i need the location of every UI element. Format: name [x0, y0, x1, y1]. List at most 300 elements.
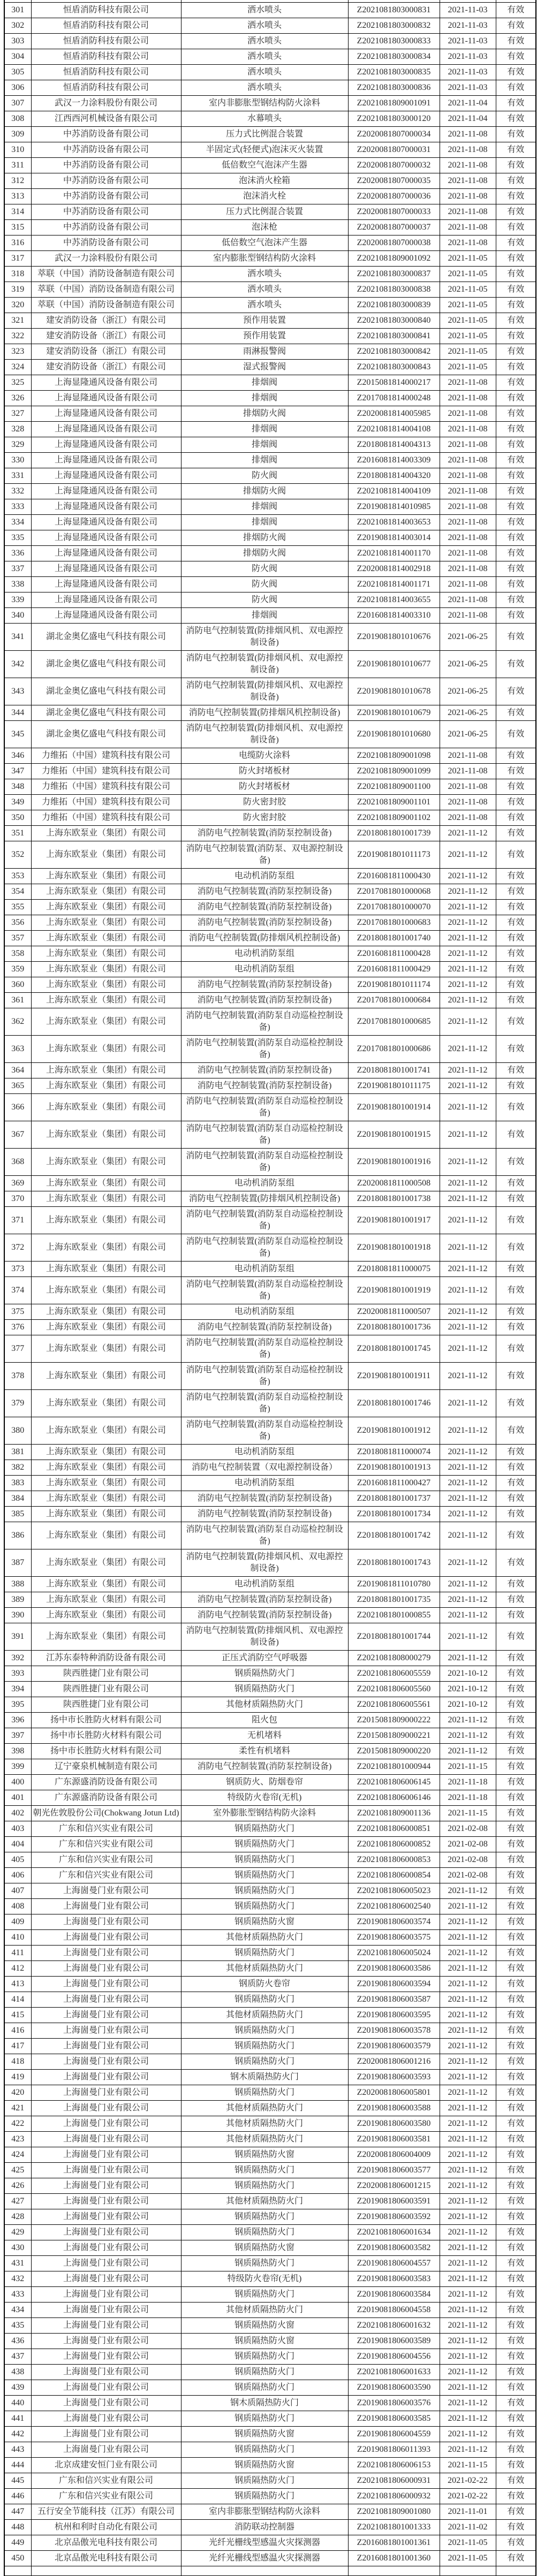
status-cell: 有效: [496, 158, 536, 173]
product-cell: 消防电气控制装置(防排烟风机控制设备): [181, 931, 348, 946]
status-cell: 有效: [496, 1992, 536, 2008]
company-cell: 上海崮曼门业有限公司: [31, 2209, 181, 2225]
product-cell: 消防电气控制装置(消防泵自动巡检控制设备): [181, 1121, 348, 1149]
issue-date-cell: 2021-11-12: [440, 2287, 496, 2303]
issue-date-cell: 2021-06-25: [440, 705, 496, 721]
cert-no-cell: Z2021081803000832: [348, 18, 440, 34]
cert-no-cell: Z2021081801001333: [348, 2520, 440, 2535]
company-cell: 上海东欧泵业（集团）有限公司: [31, 1262, 181, 1277]
status-cell: 有效: [496, 2535, 536, 2551]
company-cell: 上海崮曼门业有限公司: [31, 2070, 181, 2085]
table-row: [4, 375, 536, 391]
issue-date-cell: 2021-11-08: [440, 468, 496, 484]
issue-date-cell: 2021-11-05: [440, 313, 496, 329]
table-row: [4, 437, 536, 453]
product-cell: 钢质隔热防火门: [181, 1852, 348, 1868]
issue-date-cell: 2021-11-12: [440, 2303, 496, 2318]
issue-date-cell: 2021-11-12: [440, 2070, 496, 2085]
row-number-cell: 334: [4, 515, 31, 530]
row-number-cell: 346: [4, 748, 31, 764]
cert-no-cell: Z2018081801001739: [348, 826, 440, 841]
table-body: [4, 3, 536, 2566]
status-cell: 有效: [496, 1608, 536, 1623]
row-number-cell: 343: [4, 678, 31, 705]
company-cell: 建安消防设备（浙江）有限公司: [31, 329, 181, 344]
table-row: [4, 1491, 536, 1507]
status-cell: 有效: [496, 391, 536, 406]
cert-no-cell: Z2021081806006153: [348, 2458, 440, 2473]
table-row: [4, 2349, 536, 2365]
product-cell: 电动机消防泵组: [181, 946, 348, 962]
issue-date-cell: 2021-11-12: [440, 1977, 496, 1992]
status-cell: 有效: [496, 1549, 536, 1577]
issue-date-cell: 2021-11-12: [440, 2396, 496, 2411]
company-cell: 上海东欧泵业（集团）有限公司: [31, 1390, 181, 1417]
company-cell: 武汉一力涂料股份有限公司: [31, 251, 181, 267]
cert-no-cell: Z2021081809001098: [348, 748, 440, 764]
row-number-cell: 308: [4, 111, 31, 127]
cert-no-cell: Z2018081801001744: [348, 1623, 440, 1651]
cert-no-cell: Z2021081803000836: [348, 80, 440, 96]
product-cell: 消防电气控制装置(防排烟风机控制设备): [181, 705, 348, 721]
table-row: [4, 764, 536, 779]
row-number-cell: 342: [4, 651, 31, 678]
issue-date-cell: 2021-06-25: [440, 651, 496, 678]
issue-date-cell: 2021-11-05: [440, 360, 496, 375]
product-cell: 电动机消防泵组: [181, 1445, 348, 1460]
company-cell: 上海东欧泵业（集团）有限公司: [31, 1320, 181, 1335]
status-cell: 有效: [496, 1728, 536, 1744]
row-number-cell: 324: [4, 360, 31, 375]
table-row: [4, 204, 536, 220]
table-row: [4, 360, 536, 375]
issue-date-cell: 2021-11-12: [440, 869, 496, 884]
status-cell: 有效: [496, 2334, 536, 2349]
cert-no-cell: Z2021081806002540: [348, 1899, 440, 1914]
table-row: [4, 678, 536, 705]
company-cell: 上海崮曼门业有限公司: [31, 2039, 181, 2054]
table-row: [4, 2287, 536, 2303]
product-cell: 防火密封胶: [181, 810, 348, 826]
company-cell: 中苏消防设备有限公司: [31, 173, 181, 189]
company-cell: 上海崮曼门业有限公司: [31, 2318, 181, 2334]
table-row: [4, 624, 536, 651]
issue-date-cell: 2021-11-08: [440, 546, 496, 561]
status-cell: 有效: [496, 344, 536, 360]
cert-no-cell: Z2015081809000221: [348, 1728, 440, 1744]
table-row: [4, 795, 536, 810]
table-row: [4, 1476, 536, 1491]
product-cell: 消防电气控制装置(消防泵控制设备): [181, 1507, 348, 1522]
product-cell: 钢质隔热防火窗: [181, 1914, 348, 1930]
company-cell: 上海东欧泵业（集团）有限公司: [31, 1460, 181, 1476]
cert-no-cell: Z2020081806001216: [348, 2054, 440, 2070]
table-row: [4, 1036, 536, 1063]
issue-date-cell: 2021-11-12: [440, 2008, 496, 2023]
company-cell: 上海崮曼门业有限公司: [31, 2287, 181, 2303]
row-number-cell: 421: [4, 2101, 31, 2116]
table-row: [4, 2551, 536, 2566]
status-cell: 有效: [496, 577, 536, 592]
status-cell: 有效: [496, 1507, 536, 1522]
status-cell: 有效: [496, 993, 536, 1008]
row-number-cell: 327: [4, 406, 31, 422]
status-cell: 有效: [496, 1713, 536, 1728]
product-cell: 电动机消防泵组: [181, 1476, 348, 1491]
product-cell: 排烟阀: [181, 453, 348, 468]
row-number-cell: 369: [4, 1176, 31, 1191]
issue-date-cell: 2021-11-12: [440, 2365, 496, 2380]
status-cell: 有效: [496, 173, 536, 189]
issue-date-cell: 2021-11-12: [440, 993, 496, 1008]
company-cell: 上海东欧泵业（集团）有限公司: [31, 931, 181, 946]
company-cell: 上海崮曼门业有限公司: [31, 2380, 181, 2396]
table-row: [4, 282, 536, 298]
row-number-cell: 417: [4, 2039, 31, 2054]
cert-no-cell: Z2018081801001742: [348, 1522, 440, 1549]
status-cell: 有效: [496, 1821, 536, 1837]
status-cell: 有效: [496, 721, 536, 748]
product-cell: 排烟阀: [181, 391, 348, 406]
table-row: [4, 841, 536, 869]
product-cell: 消防电气控制装置(防排烟风机、双电源控制设备): [181, 651, 348, 678]
product-cell: 预作用装置: [181, 329, 348, 344]
table-row: [4, 2520, 536, 2535]
row-number-cell: 380: [4, 1417, 31, 1445]
status-cell: 有效: [496, 2365, 536, 2380]
row-number-cell: 302: [4, 18, 31, 34]
row-number-cell: 373: [4, 1262, 31, 1277]
status-cell: 有效: [496, 1899, 536, 1914]
company-cell: 上海东欧泵业（集团）有限公司: [31, 946, 181, 962]
table-row: [4, 1744, 536, 1759]
company-cell: 上海崮曼门业有限公司: [31, 2101, 181, 2116]
product-cell: 无机堵料: [181, 1728, 348, 1744]
company-cell: 上海东欧泵业（集团）有限公司: [31, 1176, 181, 1191]
company-cell: 恒盾消防科技有限公司: [31, 49, 181, 65]
row-number-cell: 365: [4, 1078, 31, 1094]
company-cell: 上海崮曼门业有限公司: [31, 2411, 181, 2427]
row-number-cell: 336: [4, 546, 31, 561]
table-row: [4, 1961, 536, 1977]
issue-date-cell: 2021-11-08: [440, 795, 496, 810]
issue-date-cell: 2021-11-12: [440, 1914, 496, 1930]
row-number-cell: 332: [4, 484, 31, 499]
issue-date-cell: 2021-11-05: [440, 251, 496, 267]
company-cell: 恒盾消防科技有限公司: [31, 18, 181, 34]
product-cell: 钢质隔热防火门: [181, 1868, 348, 1883]
issue-date-cell: 2021-11-12: [440, 1008, 496, 1036]
cert-no-cell: Z2021081806006146: [348, 1790, 440, 1806]
issue-date-cell: 2021-11-12: [440, 1744, 496, 1759]
status-cell: 有效: [496, 1868, 536, 1883]
company-cell: 上海东欧泵业（集团）有限公司: [31, 915, 181, 931]
cert-no-cell: Z2021081806000854: [348, 1868, 440, 1883]
cert-no-cell: Z2019081801011173: [348, 841, 440, 869]
company-cell: 北京成建安恒门业有限公司: [31, 2458, 181, 2473]
company-cell: 上海崮曼门业有限公司: [31, 2132, 181, 2147]
table-row: [4, 2054, 536, 2070]
company-cell: 上海东欧泵业（集团）有限公司: [31, 1491, 181, 1507]
cert-no-cell: Z2020081806005801: [348, 2085, 440, 2101]
table-row: [4, 2147, 536, 2163]
table-row: [4, 1417, 536, 1445]
row-number-cell: 355: [4, 900, 31, 915]
company-cell: 上海崮曼门业有限公司: [31, 2054, 181, 2070]
product-cell: 消防电气控制装置(防排烟风机、双电源控制设备): [181, 678, 348, 705]
company-cell: 广东和信兴实业有限公司: [31, 1837, 181, 1852]
cert-no-cell: Z2019081801010678: [348, 678, 440, 705]
product-cell: 防火阀: [181, 561, 348, 577]
cert-no-cell: Z2020081807000034: [348, 127, 440, 142]
issue-date-cell: 2021-06-25: [440, 678, 496, 705]
company-cell: 湖北金奥亿盛电气科技有限公司: [31, 624, 181, 651]
status-cell: 有效: [496, 1445, 536, 1460]
table-row: [4, 1304, 536, 1320]
issue-date-cell: 2021-11-12: [440, 2442, 496, 2458]
cert-no-cell: Z2019081801010677: [348, 651, 440, 678]
status-cell: 有效: [496, 1460, 536, 1476]
status-cell: 有效: [496, 18, 536, 34]
issue-date-cell: 2021-11-05: [440, 2551, 496, 2566]
partial-row-bottom-group: [4, 2566, 536, 2576]
company-cell: 上海显隆通风设备有限公司: [31, 577, 181, 592]
table-row: [4, 484, 536, 499]
row-number-cell: 395: [4, 1697, 31, 1713]
company-cell: 上海崮曼门业有限公司: [31, 1930, 181, 1946]
company-cell: 扬中市长胜防火材料有限公司: [31, 1713, 181, 1728]
status-cell: 有效: [496, 1078, 536, 1094]
row-number-cell: 328: [4, 422, 31, 437]
issue-date-cell: 2021-11-12: [440, 841, 496, 869]
issue-date-cell: 2021-11-12: [440, 1713, 496, 1728]
status-cell: 有效: [496, 2178, 536, 2194]
cert-no-cell: Z2019081806003577: [348, 2163, 440, 2178]
table-row: [4, 1445, 536, 1460]
company-cell: 上海东欧泵业（集团）有限公司: [31, 1207, 181, 1234]
cert-no-cell: Z2017081801000070: [348, 900, 440, 915]
status-cell: 有效: [496, 1883, 536, 1899]
table-row: [4, 1651, 536, 1666]
status-cell: 有效: [496, 1522, 536, 1549]
cert-no-cell: Z2016081814003309: [348, 453, 440, 468]
table-row: [4, 3, 536, 18]
issue-date-cell: 2021-11-08: [440, 561, 496, 577]
issue-date-cell: 2021-11-12: [440, 1491, 496, 1507]
row-number-cell: 340: [4, 608, 31, 624]
table-row: [4, 1914, 536, 1930]
product-cell: 消防电气控制装置(防排烟风机、双电源控制设备): [181, 721, 348, 748]
issue-date-cell: 2021-11-12: [440, 1608, 496, 1623]
cert-no-cell: Z2019081806003584: [348, 2287, 440, 2303]
product-cell: 消防电气控制装置(消防泵自动巡检控制设备): [181, 1094, 348, 1121]
cert-no-cell: Z2018081811000074: [348, 1445, 440, 1460]
issue-date-cell: 2021-11-12: [440, 1036, 496, 1063]
status-cell: 有效: [496, 1852, 536, 1868]
company-cell: 上海崮曼门业有限公司: [31, 1883, 181, 1899]
row-number-cell: 408: [4, 1899, 31, 1914]
product-cell: 排烟阀: [181, 422, 348, 437]
row-number-cell: 366: [4, 1094, 31, 1121]
product-cell: 钢质隔热防火门: [181, 2163, 348, 2178]
row-number-cell: 367: [4, 1121, 31, 1149]
cert-no-cell: Z2021081806005559: [348, 1666, 440, 1682]
table-row: [4, 34, 536, 49]
issue-date-cell: 2021-11-12: [440, 826, 496, 841]
issue-date-cell: 2021-11-12: [440, 1094, 496, 1121]
row-number-cell: 400: [4, 1775, 31, 1790]
product-cell: 消防电气控制装置(消防泵控制设备): [181, 1063, 348, 1078]
status-cell: 有效: [496, 1207, 536, 1234]
status-cell: 有效: [496, 2116, 536, 2132]
row-number-cell: 385: [4, 1507, 31, 1522]
cert-no-cell: Z2018081811000075: [348, 1262, 440, 1277]
issue-date-cell: [440, 2566, 496, 2576]
product-cell: 排烟防火阀: [181, 530, 348, 546]
status-cell: 有效: [496, 779, 536, 795]
issue-date-cell: 2021-11-12: [440, 2380, 496, 2396]
issue-date-cell: 2021-11-08: [440, 375, 496, 391]
company-cell: 上海东欧泵业（集团）有限公司: [31, 1036, 181, 1063]
company-cell: 江西西河机械设备有限公司: [31, 111, 181, 127]
issue-date-cell: 2021-11-12: [440, 1651, 496, 1666]
product-cell: 防火封堵板材: [181, 779, 348, 795]
status-cell: 有效: [496, 1121, 536, 1149]
status-cell: 有效: [496, 189, 536, 204]
product-cell: 室内非膨胀型钢结构防火涂料: [181, 2504, 348, 2520]
product-cell: 泡沫消火栓箱: [181, 173, 348, 189]
cert-no-cell: Z2019081806003593: [348, 2070, 440, 2085]
cert-no-cell: Z2019081801001917: [348, 1207, 440, 1234]
status-cell: 有效: [496, 468, 536, 484]
product-cell: 泡沫消火栓: [181, 189, 348, 204]
cert-no-cell: Z2015081809000222: [348, 1713, 440, 1728]
product-cell: 洒水喷头: [181, 80, 348, 96]
product-cell: 电动机消防泵组: [181, 869, 348, 884]
issue-date-cell: 2021-11-12: [440, 1304, 496, 1320]
issue-date-cell: 2021-11-18: [440, 1775, 496, 1790]
cert-no-cell: Z2021081809001099: [348, 764, 440, 779]
row-number-cell: 389: [4, 1592, 31, 1608]
product-cell: 特级防火卷帘(无机): [181, 1790, 348, 1806]
cert-no-cell: Z2016081801001360: [348, 2551, 440, 2566]
cert-no-cell: Z2021081806001634: [348, 2225, 440, 2240]
row-number-cell: 301: [4, 3, 31, 18]
row-number-cell: 347: [4, 764, 31, 779]
row-number-cell: 438: [4, 2365, 31, 2380]
table-row: [4, 1207, 536, 1234]
issue-date-cell: 2021-11-12: [440, 2271, 496, 2287]
issue-date-cell: 2021-11-12: [440, 931, 496, 946]
table-row: [4, 2085, 536, 2101]
issue-date-cell: 2021-11-12: [440, 2101, 496, 2116]
table-row: [4, 158, 536, 173]
cert-no-cell: Z2017081801000686: [348, 1036, 440, 1063]
company-cell: 湖北金奥亿盛电气科技有限公司: [31, 721, 181, 748]
cert-no-cell: Z2020081807000035: [348, 173, 440, 189]
status-cell: 有效: [496, 962, 536, 977]
table-row: [4, 546, 536, 561]
issue-date-cell: 2021-11-15: [440, 2458, 496, 2473]
cert-no-cell: Z2021081801000855: [348, 1608, 440, 1623]
status-cell: 有效: [496, 298, 536, 313]
row-number-cell: 329: [4, 437, 31, 453]
row-number-cell: 401: [4, 1790, 31, 1806]
product-cell: 钢质隔热防火窗: [181, 2240, 348, 2256]
row-number-cell: 403: [4, 1821, 31, 1837]
issue-date-cell: 2021-11-08: [440, 173, 496, 189]
table-row: [4, 1852, 536, 1868]
product-cell: 钢质隔热防火门: [181, 2349, 348, 2365]
cert-no-cell: Z2019081801001916: [348, 1149, 440, 1176]
product-cell: 消防电气控制装置(消防泵控制设备): [181, 826, 348, 841]
company-cell: 上海崮曼门业有限公司: [31, 2116, 181, 2132]
row-number-cell: 310: [4, 142, 31, 158]
table-row: [4, 344, 536, 360]
status-cell: 有效: [496, 437, 536, 453]
issue-date-cell: 2021-11-08: [440, 764, 496, 779]
product-cell: 防火封堵板材: [181, 764, 348, 779]
product-cell: 消防电气控制装置(消防泵自动巡检控制设备): [181, 1417, 348, 1445]
table-row: [4, 1837, 536, 1852]
status-cell: 有效: [496, 1390, 536, 1417]
row-number-cell: 387: [4, 1549, 31, 1577]
table-row: [4, 577, 536, 592]
cert-no-cell: Z2020081811000508: [348, 1176, 440, 1191]
product-cell: 消防电气控制装置(消防泵自动巡检控制设备): [181, 1207, 348, 1234]
issue-date-cell: 2021-11-08: [440, 422, 496, 437]
row-number-cell: 322: [4, 329, 31, 344]
product-cell: 洒水喷头: [181, 267, 348, 282]
cert-no-cell: Z2021081814004108: [348, 422, 440, 437]
company-cell: 上海崮曼门业有限公司: [31, 2085, 181, 2101]
row-number-cell: 433: [4, 2287, 31, 2303]
product-cell: 消防电气控制装置(防排烟风机、双电源控制设备): [181, 1623, 348, 1651]
table-row: [4, 111, 536, 127]
issue-date-cell: 2021-11-12: [440, 1149, 496, 1176]
cert-no-cell: Z2020081811000507: [348, 1304, 440, 1320]
status-cell: 有效: [496, 1759, 536, 1775]
issue-date-cell: 2021-11-05: [440, 2535, 496, 2551]
product-cell: 预作用装置: [181, 313, 348, 329]
table-row: [4, 931, 536, 946]
status-cell: 有效: [496, 2132, 536, 2147]
status-cell: 有效: [496, 977, 536, 993]
table-row: [4, 391, 536, 406]
row-number-cell: 446: [4, 2489, 31, 2504]
row-number-cell: 381: [4, 1445, 31, 1460]
company-cell: 上海崮曼门业有限公司: [31, 2147, 181, 2163]
cert-no-cell: Z2018081814004320: [348, 468, 440, 484]
company-cell: 上海显隆通风设备有限公司: [31, 437, 181, 453]
cert-no-cell: Z2018081801001746: [348, 1390, 440, 1417]
table-row: [4, 869, 536, 884]
product-cell: 排烟防火阀: [181, 406, 348, 422]
issue-date-cell: 2021-11-02: [440, 2520, 496, 2535]
cert-no-cell: Z2018081801001743: [348, 1549, 440, 1577]
issue-date-cell: 2021-11-12: [440, 1577, 496, 1592]
cert-no-cell: Z2021081809001091: [348, 96, 440, 111]
cert-no-cell: Z2021081803000837: [348, 267, 440, 282]
cert-no-cell: Z2019081806003587: [348, 1992, 440, 2008]
issue-date-cell: 2021-11-08: [440, 220, 496, 235]
row-number-cell: 345: [4, 721, 31, 748]
cert-no-cell: Z2021081814001170: [348, 546, 440, 561]
status-cell: 有效: [496, 235, 536, 251]
table-row: [4, 515, 536, 530]
cert-no-cell: Z2019081801011175: [348, 1078, 440, 1094]
status-cell: 有效: [496, 1262, 536, 1277]
